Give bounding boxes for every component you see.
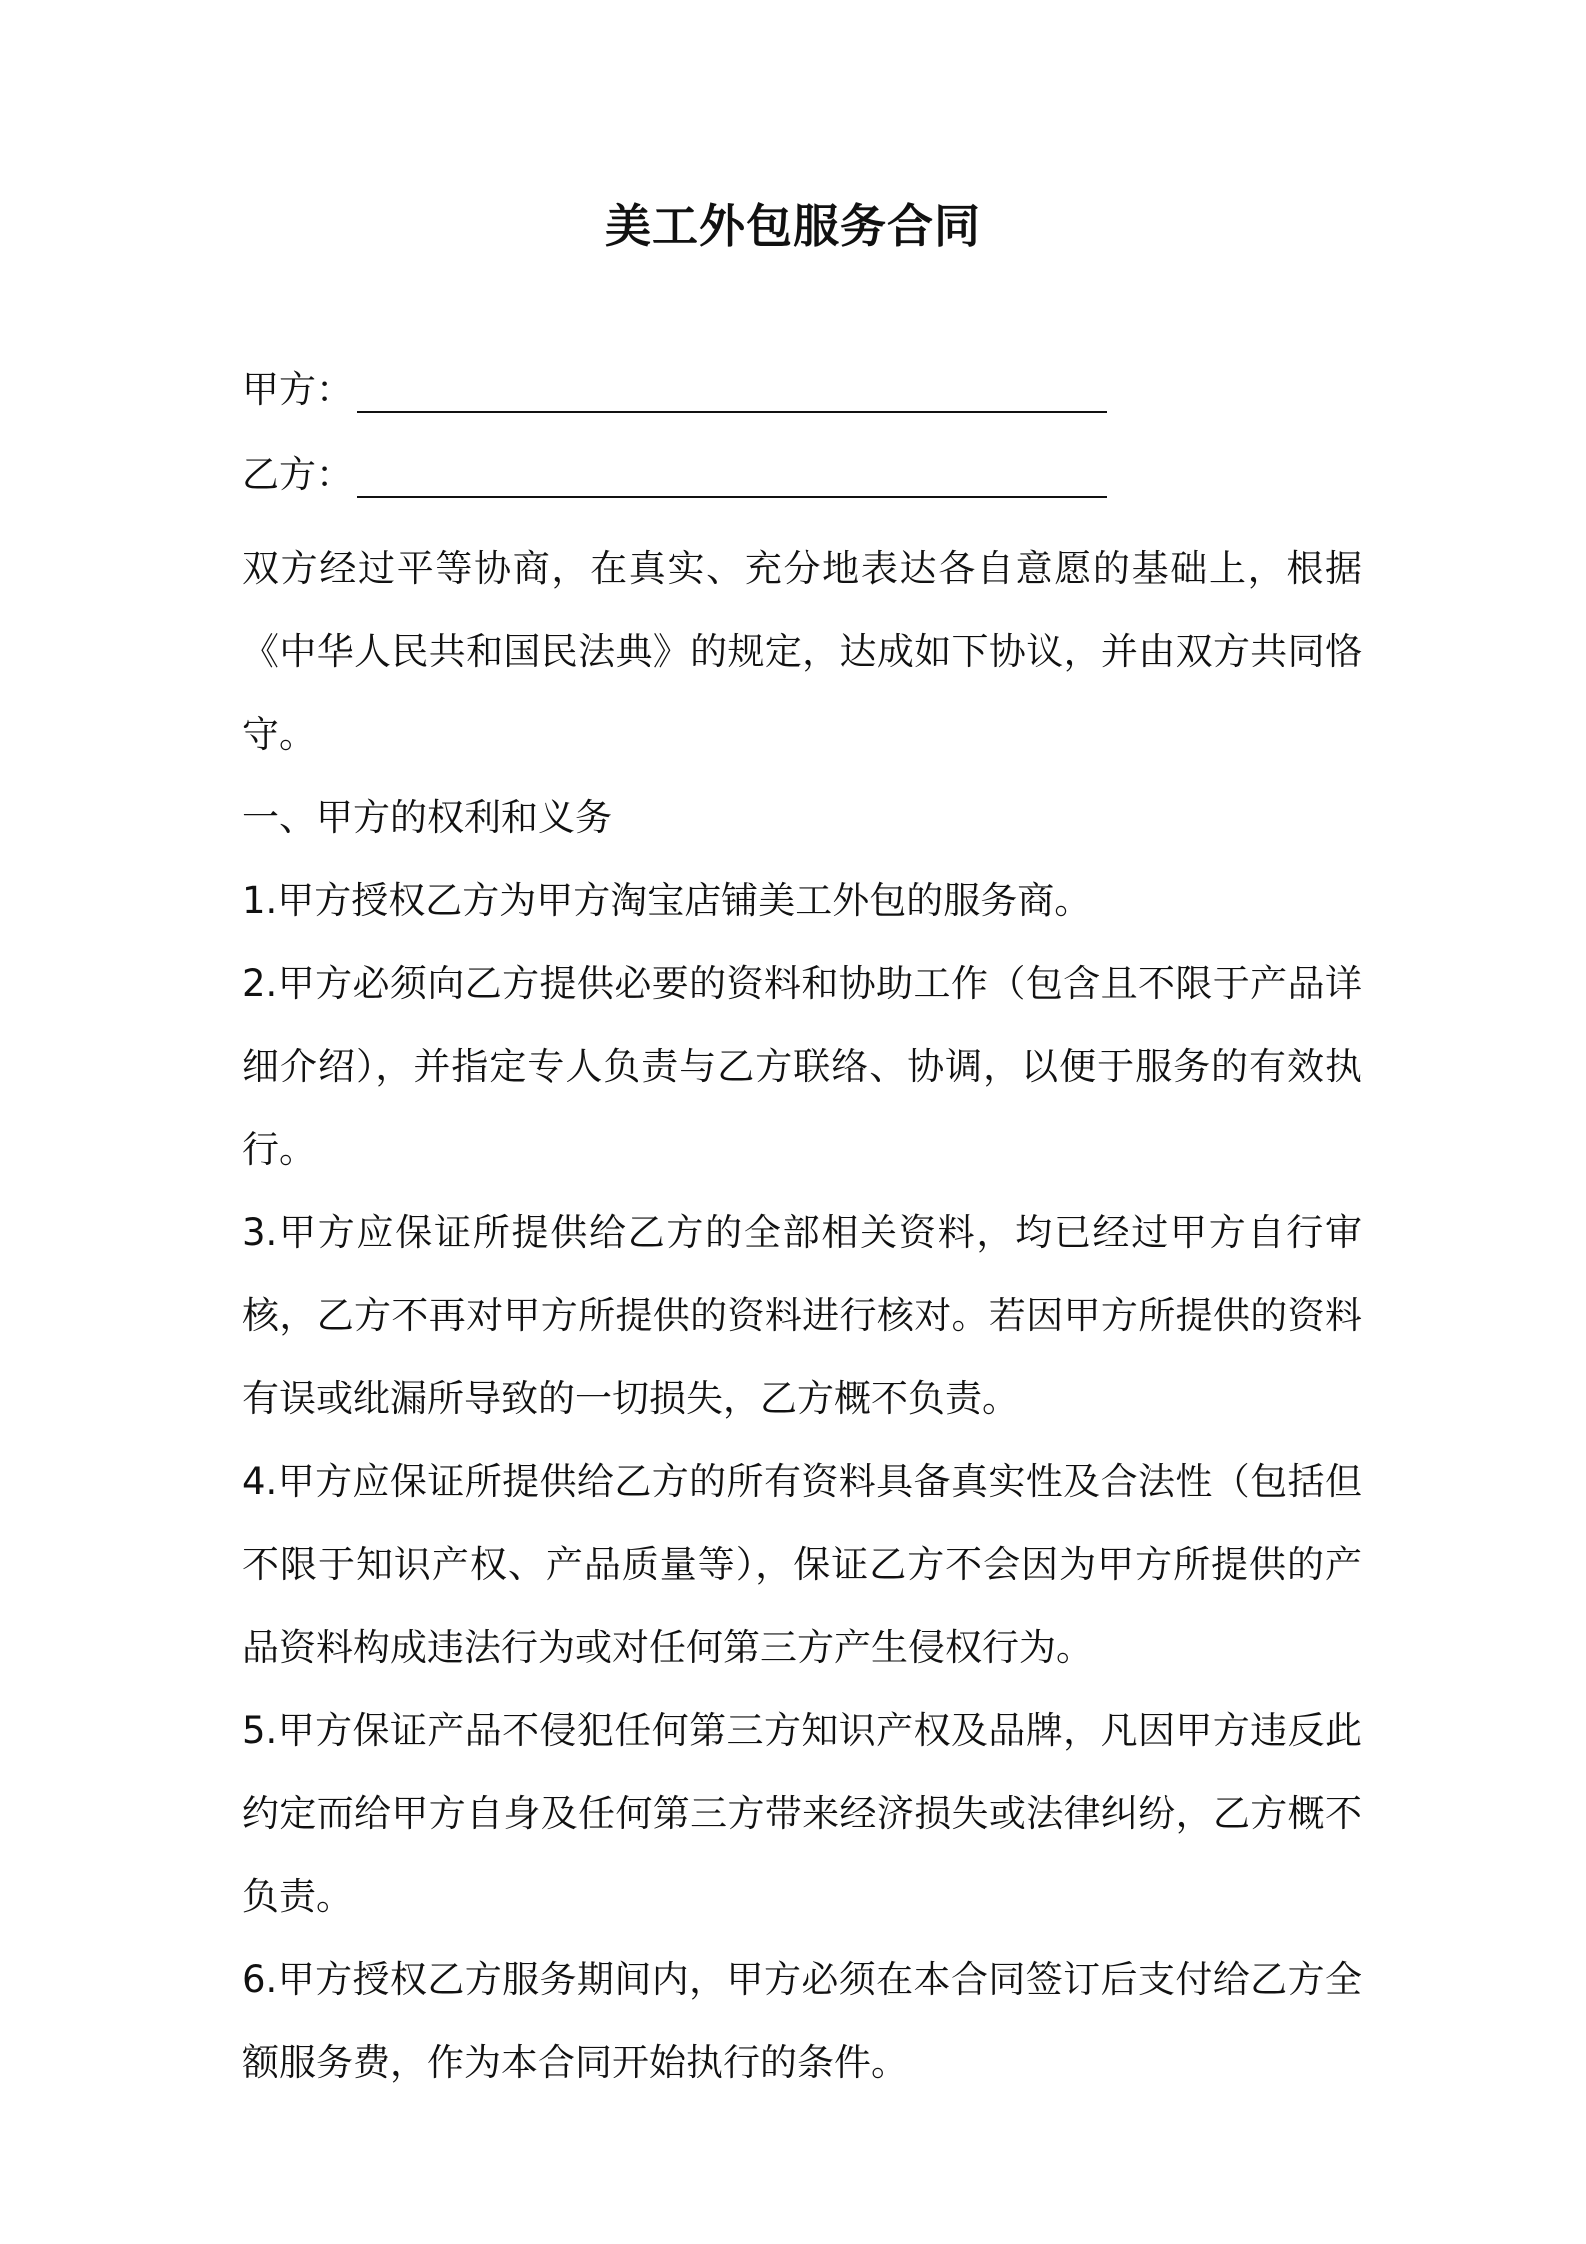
clause-2: 2.甲方必须向乙方提供必要的资料和协助工作（包含且不限于产品详细介绍），并指定专人负责与乙方联络、协调，以便于服务的有效执行。	[242, 962, 1362, 1171]
clause-6: 6.甲方授权乙方服务期间内，甲方必须在本合同签订后支付给乙方全额服务费，作为本合同开始执行的条件。	[242, 1958, 1362, 2084]
preamble-paragraph: 双方经过平等协商，在真实、充分地表达各自意愿的基础上，根据《中华人民共和国民法典》的规定，达成如下协议，并由双方共同恪守。	[242, 547, 1362, 756]
section-heading: 一、甲方的权利和义务	[242, 796, 612, 839]
party-b-blank-line	[357, 496, 1107, 498]
party-a-row	[242, 360, 353, 420]
party-a-label: 甲方：	[242, 368, 353, 411]
party-a-blank-line	[357, 411, 1107, 413]
clause-1: 1.甲方授权乙方为甲方淘宝店铺美工外包的服务商。	[242, 879, 1092, 922]
contract-body	[242, 527, 1362, 2104]
party-b-row	[242, 445, 353, 505]
clause-3: 3.甲方应保证所提供给乙方的全部相关资料，均已经过甲方自行审核，乙方不再对甲方所提供的资料进行核对。若因甲方所提供的资料有误或纰漏所导致的一切损失，乙方概不负责。	[242, 1211, 1362, 1420]
party-b-label: 乙方：	[242, 453, 353, 496]
clause-4: 4.甲方应保证所提供给乙方的所有资料具备真实性及合法性（包括但不限于知识产权、产品质量等），保证乙方不会因为甲方所提供的产品资料构成违法行为或对任何第三方产生侵权行为。	[242, 1460, 1362, 1669]
document-title: 美工外包服务合同	[605, 199, 981, 253]
clause-5: 5.甲方保证产品不侵犯任何第三方知识产权及品牌，凡因甲方违反此约定而给甲方自身及任何第三方带来经济损失或法律纠纷，乙方概不负责。	[242, 1709, 1362, 1918]
